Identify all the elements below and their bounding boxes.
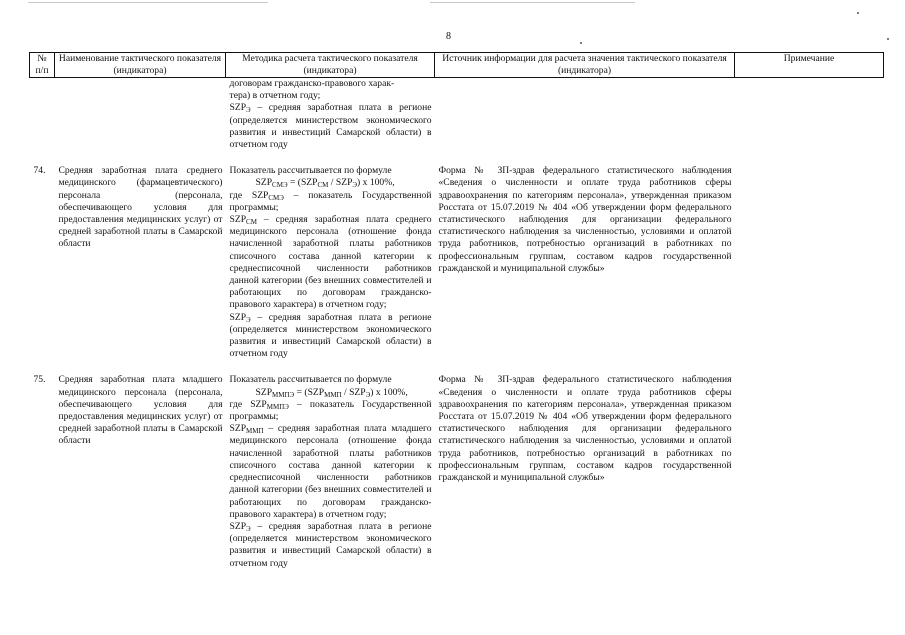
scan-speck — [857, 12, 859, 14]
note-cell — [735, 374, 884, 569]
continuation-line1: договорам гражданско-правового харак- — [229, 78, 395, 89]
method-intro: Показатель рассчитывается по формуле — [229, 374, 392, 386]
header-name: Наименование тактического показателя (индикатора) — [55, 53, 226, 78]
variable-definition: $SZP_{ММП}$ – средняя заработная плата младшего медицинского персонала (отношение фонда начисленной заработной платы работников списочного состава данной категории к среднесписочной численности работников данной категории (без внешних совместителей и работающих по договорам гражданско-правового характера) в отчетном году; — [229, 423, 432, 520]
note-cell — [735, 165, 884, 374]
source-cell: Форма № ЗП-здрав федерального статистического наблюдения «Сведения о численности и оплате труда работников сферы здравоохранения по категориям персонала», утвержденная приказом Росстата от 15.07.2019 № 404 «Об утверждении форм федерального статистического наблюдения для организации федерального статистического наблюдения за численностью, условиями и оплатой труда работников, потребностью организаций в работниках по профессиональным группам, составом кадров государственной гражданской и муниципальной службы» — [438, 165, 732, 274]
szpe-subscript: Э — [246, 106, 251, 115]
row-number: 74. — [33, 165, 46, 177]
variable-definition: $SZP_{СМ}$ – средняя заработная плата среднего медицинского персонала (отношение фонда начисленной заработной платы работников списочного состава данной категории к среднесписочной численности работников данной категории (без внешних совместителей и работающих по договорам гражданско-правового характера) в отчетном году; — [229, 214, 432, 311]
szpe-definition: $SZP_Э$ – средняя заработная плата в регионе (определяется министерством экономического развития и инвестиций Самарской области) в отчетном году — [229, 520, 432, 569]
source-cell: Форма № ЗП-здрав федерального статистического наблюдения «Сведения о численности и оплате труда работников сферы здравоохранения по категориям персонала», утвержденная приказом Росстата от 15.07.2019 № 404 «Об утверждении форм федерального статистического наблюдения для организации федерального статистического наблюдения за численностью, условиями и оплатой труда работников, потребностью организаций в работниках по профессиональным группам, составом кадров государственной гражданской и муниципальной службы» — [438, 374, 732, 484]
method-cell — [226, 78, 435, 166]
header-method: Методика расчета тактического показателя (индикатора) — [226, 53, 435, 78]
table-row-continuation — [30, 78, 884, 166]
indicator-table — [29, 52, 884, 570]
szpe-symbol: SZP — [229, 102, 247, 114]
top-rule-right — [430, 2, 635, 3]
szpe-definition: $SZP_Э$ – средняя заработная плата в регионе (определяется министерством экономического развития и инвестиций Самарской области) в отчетном году — [229, 311, 432, 360]
formula-where: где $SZP_{ММПЭ}$ – показатель Государственной программы; — [229, 398, 432, 423]
indicator-name: Средняя заработная плата младшего медицинского персонала (персонала, обеспечивающего условия для предоставления медицинских услуг) от средней заработной платы в Самарской области — [58, 374, 223, 447]
page-number: 8 — [446, 31, 451, 42]
method-intro: Показатель рассчитывается по формуле — [229, 165, 392, 177]
formula: $SZP_{ММПЭ} = (SZP_{ММП} / SZP_Э)$ x 100%, — [255, 386, 408, 399]
table-row-75 — [30, 374, 884, 569]
continuation-line2: тера) в отчетном году; — [229, 90, 321, 102]
scan-speck — [887, 38, 889, 40]
row-number: 75. — [33, 374, 46, 386]
top-rule-left — [28, 2, 268, 3]
scan-speck — [580, 42, 582, 44]
header-source: Источник информации для расчета значения тактического показателя (индикатора) — [435, 53, 735, 78]
formula: $SZP_{СМЭ} = (SZP_{СМ} / SZP_Э)$ x 100%, — [255, 177, 395, 190]
method-cell — [226, 165, 435, 374]
table-row-74 — [30, 165, 884, 374]
table-header-row — [30, 53, 884, 78]
indicator-name: Средняя заработная плата среднего медицинского (фармацевтического) персонала (персонала, обеспечивающего условия для предоставления медицинских услуг) от средней заработной платы в Самарской области — [58, 165, 223, 250]
header-num: № п/п — [30, 53, 55, 78]
header-note: Примечание — [735, 53, 884, 78]
formula-where: где $SZP_{СМЭ}$ – показатель Государственной программы; — [229, 189, 432, 213]
method-cell — [226, 374, 435, 569]
szpe-definition: – средняя заработная плата в регионе (определяется министерством экономического развития и инвестиций Самарской области) в отчетном году — [229, 102, 432, 151]
